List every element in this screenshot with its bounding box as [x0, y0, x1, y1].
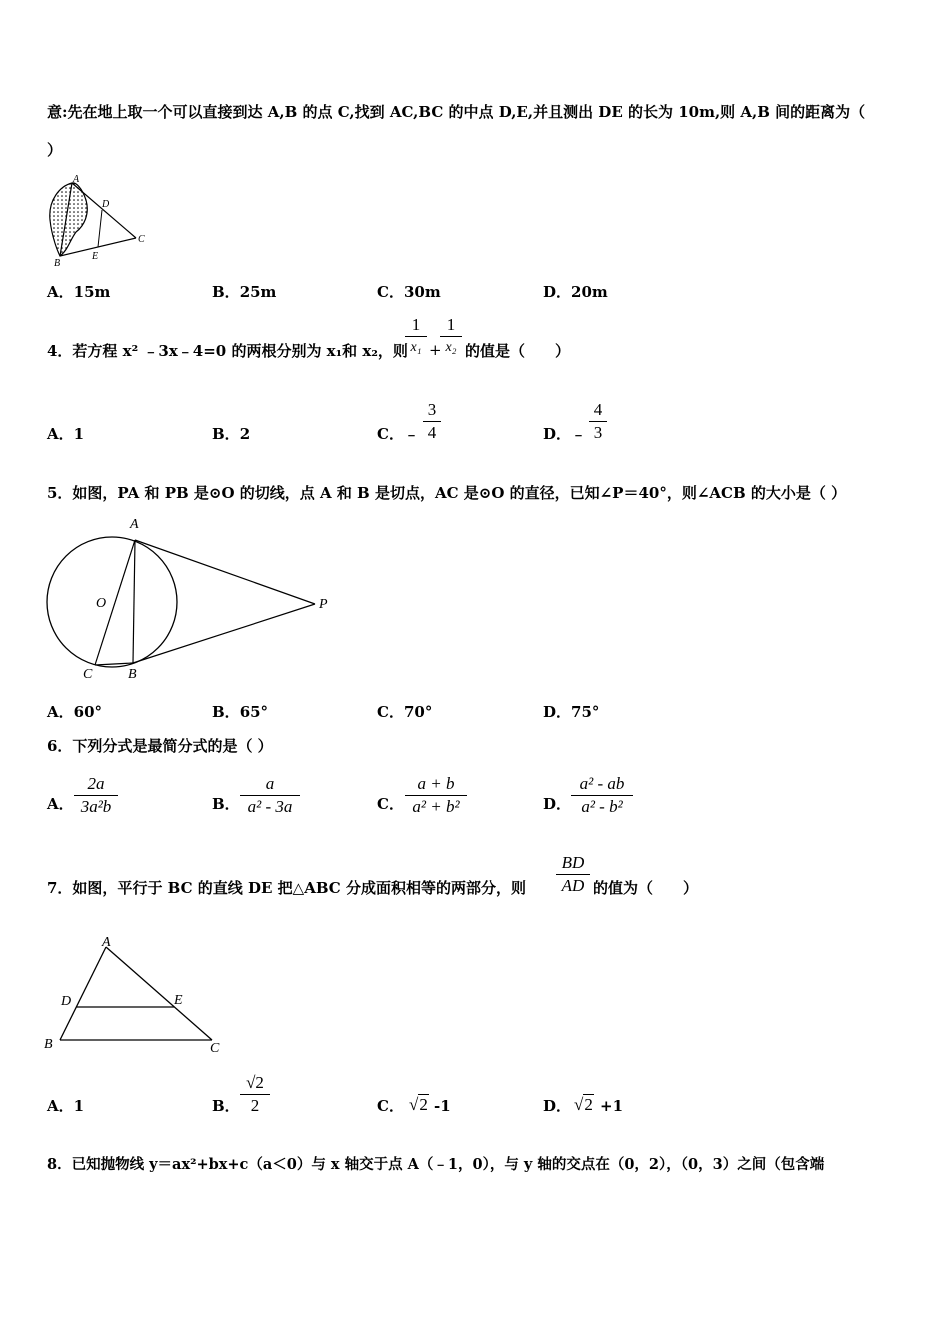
q4-fraction-1: 1 x₁ — [405, 315, 427, 358]
q7-fraction: BD AD — [556, 853, 590, 896]
tangent-pa — [135, 540, 315, 604]
q4-option-a: A．1 — [47, 425, 85, 443]
q7-option-c-suffix: -1 — [434, 1097, 451, 1115]
q6-text: 6．下列分式是最简分式的是（ ） — [47, 737, 273, 755]
q6-option-b-letter: B． — [212, 795, 240, 813]
label-c: C — [210, 1041, 220, 1056]
pond-shape — [50, 183, 87, 256]
q7-option-c-letter: C． — [377, 1097, 404, 1115]
q4-plus: + — [429, 341, 442, 359]
q4-option-c: C．﹣ — [377, 425, 419, 443]
q3-text-line1: 意:先在地上取一个可以直接到达 A,B 的点 C,找到 AC,BC 的中点 D,E,并且测出 DE 的长为 10m,则 A,B 间的距离为（ — [47, 103, 866, 121]
q6-option-a-fraction: 2a 3a²b — [74, 774, 118, 817]
q6-option-d-fraction: a² - ab a² - b² — [571, 774, 633, 817]
q5-text: 5．如图，PA 和 PB 是⊙O 的切线，点 A 和 B 是切点，AC 是⊙O 的直径，已知∠P＝40°，则∠ACB 的大小是（ ） — [47, 484, 847, 502]
circle-o — [47, 537, 177, 667]
q3-option-a: A．15m — [47, 283, 111, 301]
q8-text: 8．已知抛物线 y＝ax²+bx+c（a＜0）与 x 轴交于点 A（﹣1，0），与 y 轴的交点在（0，2），（0，3）之间（包含端 — [47, 1156, 825, 1173]
q4-option-d: D．﹣ — [543, 425, 587, 443]
q5-figure — [40, 512, 340, 687]
q4-option-d-fraction: 4 3 — [589, 400, 607, 443]
q5-option-b: B．65° — [212, 703, 269, 721]
q7-text: 7．如图，平行于 BC 的直线 DE 把△ABC 分成面积相等的两部分，则 — [47, 879, 526, 897]
label-b: B — [128, 667, 137, 682]
q6-option-b-fraction: a a² - 3a — [240, 774, 300, 817]
label-a: A — [130, 517, 139, 532]
q7-figure — [40, 932, 235, 1057]
q7-option-b-fraction: √2 2 — [240, 1073, 270, 1116]
q5-option-a: A．60° — [47, 703, 103, 721]
q7-text-after: 的值为（ ） — [593, 879, 699, 897]
label-d: D — [61, 994, 72, 1009]
q7-option-d-letter: D． — [543, 1097, 572, 1115]
q7-option-d-suffix: +1 — [600, 1097, 624, 1115]
chord-ab — [133, 540, 135, 663]
label-c: C — [83, 667, 93, 682]
q5-option-c: C．70° — [377, 703, 433, 721]
q3-option-d: D．20m — [543, 283, 608, 301]
label-c: C — [138, 234, 145, 245]
q7-option-a: A．1 — [47, 1097, 85, 1115]
q4-fraction-2: 1 x₂ — [440, 315, 462, 358]
label-p: P — [319, 597, 328, 612]
q6-option-c-fraction: a + b a² + b² — [405, 774, 467, 817]
label-b: B — [54, 258, 61, 269]
q5-option-d: D．75° — [543, 703, 600, 721]
q7-option-c-sqrt: √2 — [409, 1095, 428, 1114]
tangent-pb — [133, 604, 315, 663]
q3-text-line2: ） — [47, 141, 63, 159]
q6-option-d-letter: D． — [543, 795, 572, 813]
label-e: E — [174, 993, 183, 1008]
q4-text: 4．若方程 x² ﹣3x﹣4=0 的两根分别为 x₁和 x₂，则 — [47, 342, 408, 360]
q4-option-b: B．2 — [212, 425, 251, 443]
label-d: D — [102, 199, 110, 210]
q4-option-c-fraction: 3 4 — [423, 400, 441, 443]
label-b: B — [44, 1037, 53, 1052]
label-e: E — [92, 251, 99, 262]
side-ac — [106, 947, 212, 1040]
q3-figure — [40, 170, 160, 270]
q7-option-d-sqrt: √2 — [574, 1095, 593, 1114]
segment-de — [98, 210, 102, 247]
label-a: A — [73, 174, 80, 185]
q3-option-b: B．25m — [212, 283, 277, 301]
label-a: A — [102, 935, 111, 950]
q6-option-a-letter: A． — [47, 795, 74, 813]
q3-option-c: C．30m — [377, 283, 441, 301]
label-o: O — [96, 596, 107, 611]
q4-text-after: 的值是（ ） — [465, 342, 571, 360]
q6-option-c-letter: C． — [377, 795, 404, 813]
q7-option-b-letter: B． — [212, 1097, 240, 1115]
